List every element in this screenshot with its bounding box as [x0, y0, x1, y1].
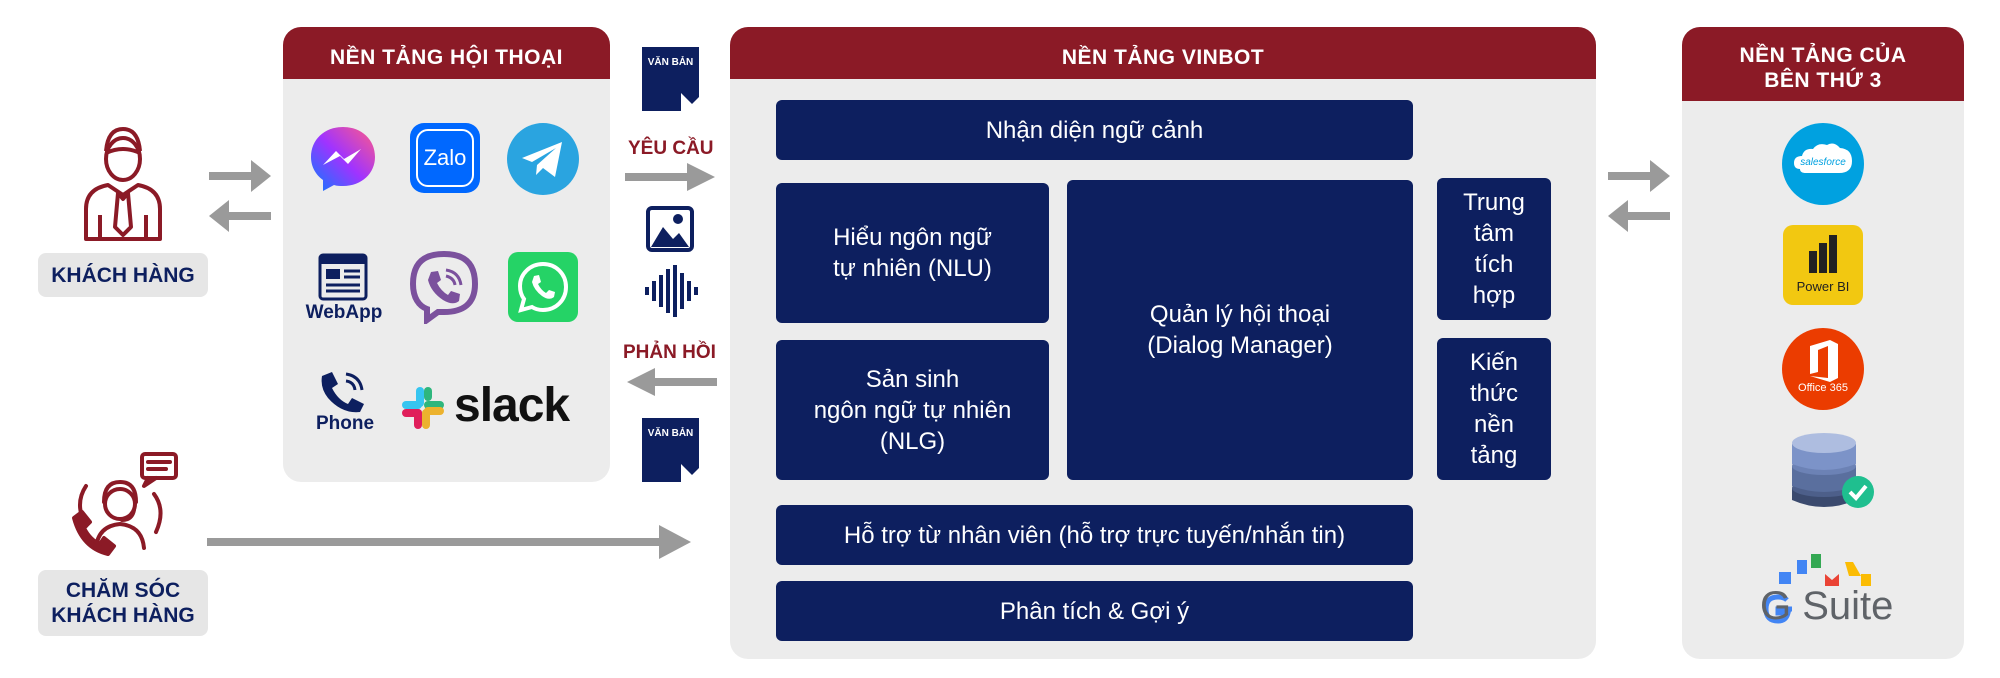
webapp-label: WebApp	[305, 302, 383, 323]
response-arrow	[625, 368, 717, 396]
request-arrow	[625, 163, 717, 191]
viber-icon[interactable]	[407, 250, 481, 324]
customer-care-icon	[68, 448, 180, 558]
text-doc-label-top: VĂN BẢN	[647, 57, 694, 68]
zalo-icon[interactable]	[410, 123, 480, 193]
office365-icon[interactable]	[1782, 328, 1864, 410]
request-label: YÊU CẦU	[628, 138, 714, 159]
text-doc-label-bottom: VĂN BẢN	[647, 428, 694, 439]
slack-icon[interactable]	[400, 385, 446, 431]
office365-label: Office 365	[1798, 382, 1848, 394]
zalo-label: Zalo	[423, 145, 467, 170]
webapp-icon[interactable]	[318, 253, 368, 303]
third-party-title: NỀN TẢNG CỦA BÊN THỨ 3	[1682, 27, 1964, 101]
nlg-box: Sản sinh ngôn ngữ tự nhiên (NLG)	[776, 340, 1049, 480]
bidirectional-arrows-right	[1604, 158, 1674, 234]
customer-label: KHÁCH HÀNG	[38, 253, 208, 297]
powerbi-label: Power BI	[1796, 279, 1850, 294]
powerbi-icon[interactable]	[1783, 225, 1863, 305]
dialog-manager-box: Quản lý hội thoại (Dialog Manager)	[1067, 180, 1413, 480]
salesforce-label: salesforce	[1800, 157, 1846, 168]
image-icon	[645, 205, 695, 253]
audio-wave-icon	[643, 265, 699, 317]
response-label: PHẢN HỒI	[623, 342, 716, 363]
slack-label: slack	[454, 379, 570, 432]
staff-support-box: Hỗ trợ từ nhân viên (hỗ trợ trực tuyến/nhắn tin)	[776, 505, 1413, 565]
customer-care-label: CHĂM SÓC KHÁCH HÀNG	[38, 570, 208, 636]
nlu-box: Hiểu ngôn ngữ tự nhiên (NLU)	[776, 183, 1049, 323]
bidirectional-arrows-left	[205, 158, 275, 234]
gsuite-label: G Suite	[1760, 584, 1894, 628]
database-icon[interactable]	[1788, 430, 1878, 514]
vinbot-platform-title: NỀN TẢNG VINBOT	[730, 27, 1596, 79]
messenger-icon[interactable]	[307, 123, 379, 195]
text-document-icon-bottom	[642, 418, 699, 482]
phone-icon[interactable]	[318, 368, 370, 414]
conversation-platform-title: NỀN TẢNG HỘI THOẠI	[283, 27, 610, 79]
analytics-box: Phân tích & Gợi ý	[776, 581, 1413, 641]
phone-label: Phone	[315, 413, 375, 434]
whatsapp-icon[interactable]	[508, 252, 578, 322]
telegram-icon[interactable]	[506, 122, 580, 196]
customer-icon	[78, 123, 168, 243]
context-recognition-box: Nhận diện ngữ cảnh	[776, 100, 1413, 160]
integration-center-box: Trung tâm tích hợp	[1437, 178, 1551, 320]
text-document-icon-top	[642, 47, 699, 111]
knowledge-base-box: Kiến thức nền tảng	[1437, 338, 1551, 480]
care-to-vinbot-arrow	[207, 525, 692, 559]
salesforce-icon[interactable]	[1782, 123, 1864, 205]
